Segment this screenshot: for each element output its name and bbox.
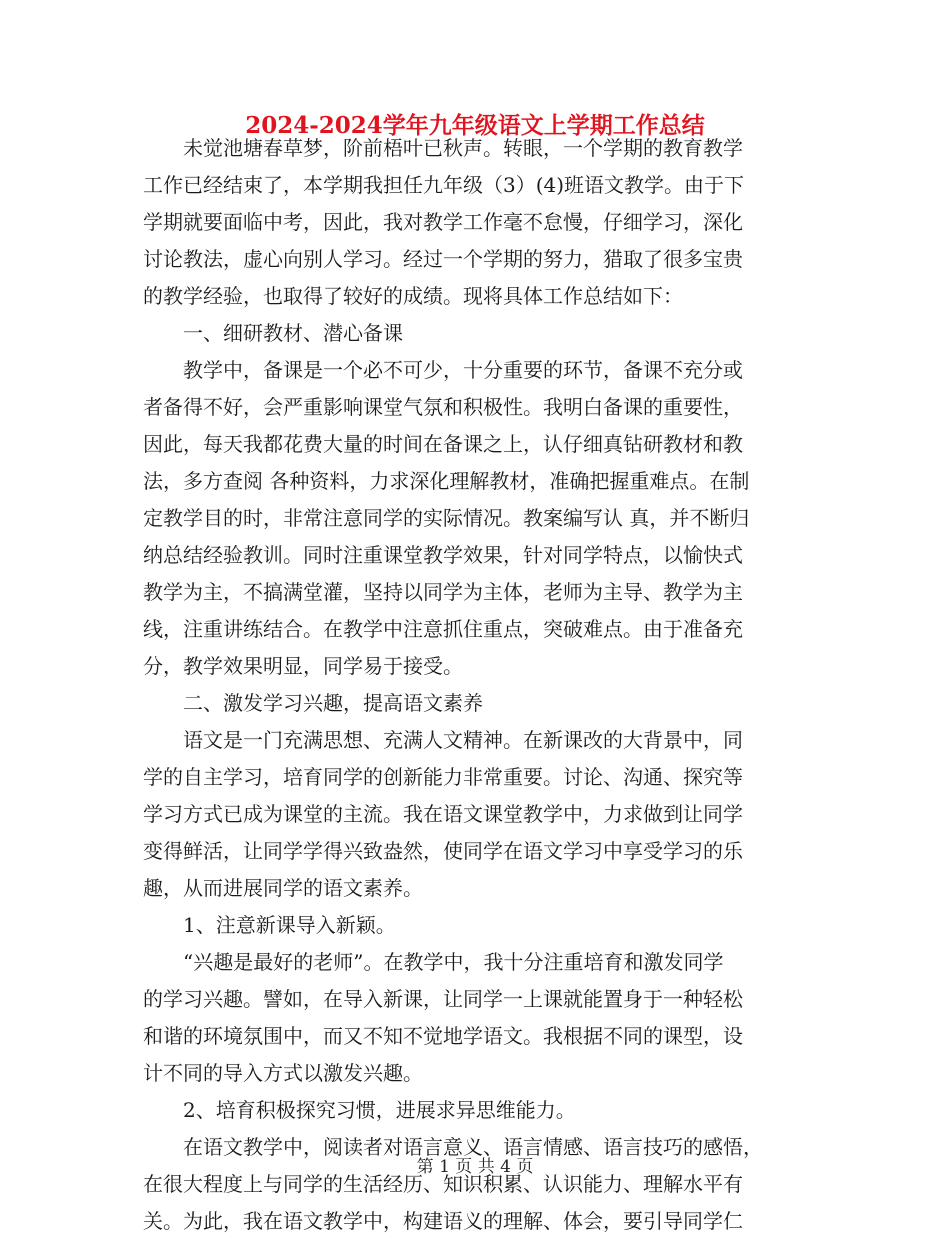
- text-line: 线，注重讲练结合。在教学中注意抓住重点，突破难点。由于准备充: [143, 617, 743, 641]
- text-line: 变得鲜活，让同学学得兴致盎然，使同学在语文学习中享受学习的乐: [143, 839, 743, 863]
- document-body: [143, 130, 803, 1240]
- text-line: 1、注意新课导入新颖。: [143, 913, 396, 937]
- text-line: 因此，每天我都花费大量的时间在备课之上，认仔细真钻研教材和教: [143, 432, 743, 456]
- text-line: 和谐的环境氛围中，而又不知不觉地学语文。我根据不同的课型，设: [143, 1024, 743, 1048]
- text-line: 学期就要面临中考，因此，我对教学工作毫不怠慢，仔细学习，深化: [143, 210, 743, 234]
- text-line: 趣，从而进展同学的语文素养。: [143, 876, 423, 900]
- text-line: “兴趣是最好的老师”。在教学中，我十分注重培育和激发同学: [143, 950, 724, 974]
- page-footer: 第 1 页 共 4 页: [416, 1157, 534, 1177]
- text-line: 法，多方查阅 各种资料，力求深化理解教材，准确把握重难点。在制: [143, 469, 750, 493]
- text-line: 分，教学效果明显，同学易于接受。: [143, 654, 463, 678]
- text-line: 的教学经验，也取得了较好的成绩。现将具体工作总结如下：: [143, 284, 683, 308]
- text-line: 教学为主，不搞满堂灌，坚持以同学为主体，老师为主导、教学为主: [143, 580, 743, 604]
- text-line: 工作已经结束了，本学期我担任九年级（3）(4)班语文教学。由于下: [143, 173, 745, 197]
- text-line: 的学习兴趣。譬如，在导入新课，让同学一上课就能置身于一种轻松: [143, 987, 743, 1011]
- text-line: 讨论教法，虚心向别人学习。经过一个学期的努力，猎取了很多宝贵: [143, 247, 743, 271]
- document-title: 2024-2024学年九年级语文上学期工作总结: [245, 112, 705, 139]
- text-line: 教学中，备课是一个必不可少，十分重要的环节，备课不充分或: [143, 358, 743, 382]
- text-line: 在语文教学中，阅读者对语言意义、语言情感、语言技巧的感悟，: [143, 1135, 763, 1159]
- text-line: 一、细研教材、潜心备课: [143, 321, 403, 345]
- text-line: 在很大程度上与同学的生活经历、知识积累、认识能力、理解水平有: [143, 1172, 743, 1196]
- text-line: 2、培育积极探究习惯，进展求异思维能力。: [143, 1098, 576, 1122]
- text-line: 纳总结经验教训。同时注重课堂教学效果，针对同学特点，以愉快式: [143, 543, 743, 567]
- text-line: 未觉池塘春草梦，阶前梧叶已秋声。转眼，一个学期的教育教学: [143, 136, 743, 160]
- text-line: 学的自主学习，培育同学的创新能力非常重要。讨论、沟通、探究等: [143, 765, 743, 789]
- text-line: 关。为此，我在语文教学中，构建语义的理解、体会，要引导同学仁: [143, 1209, 743, 1233]
- text-line: 语文是一门充满思想、充满人文精神。在新课改的大背景中，同: [143, 728, 743, 752]
- text-line: 学习方式已成为课堂的主流。我在语文课堂教学中，力求做到让同学: [143, 802, 743, 826]
- text-line: 者备得不好，会严重影响课堂气氛和积极性。我明白备课的重要性，: [143, 395, 743, 419]
- text-line: 计不同的导入方式以激发兴趣。: [143, 1061, 423, 1085]
- text-line: 二、激发学习兴趣，提高语文素养: [143, 691, 483, 715]
- text-line: 定教学目的时，非常注意同学的实际情况。教案编写认 真，并不断归: [143, 506, 750, 530]
